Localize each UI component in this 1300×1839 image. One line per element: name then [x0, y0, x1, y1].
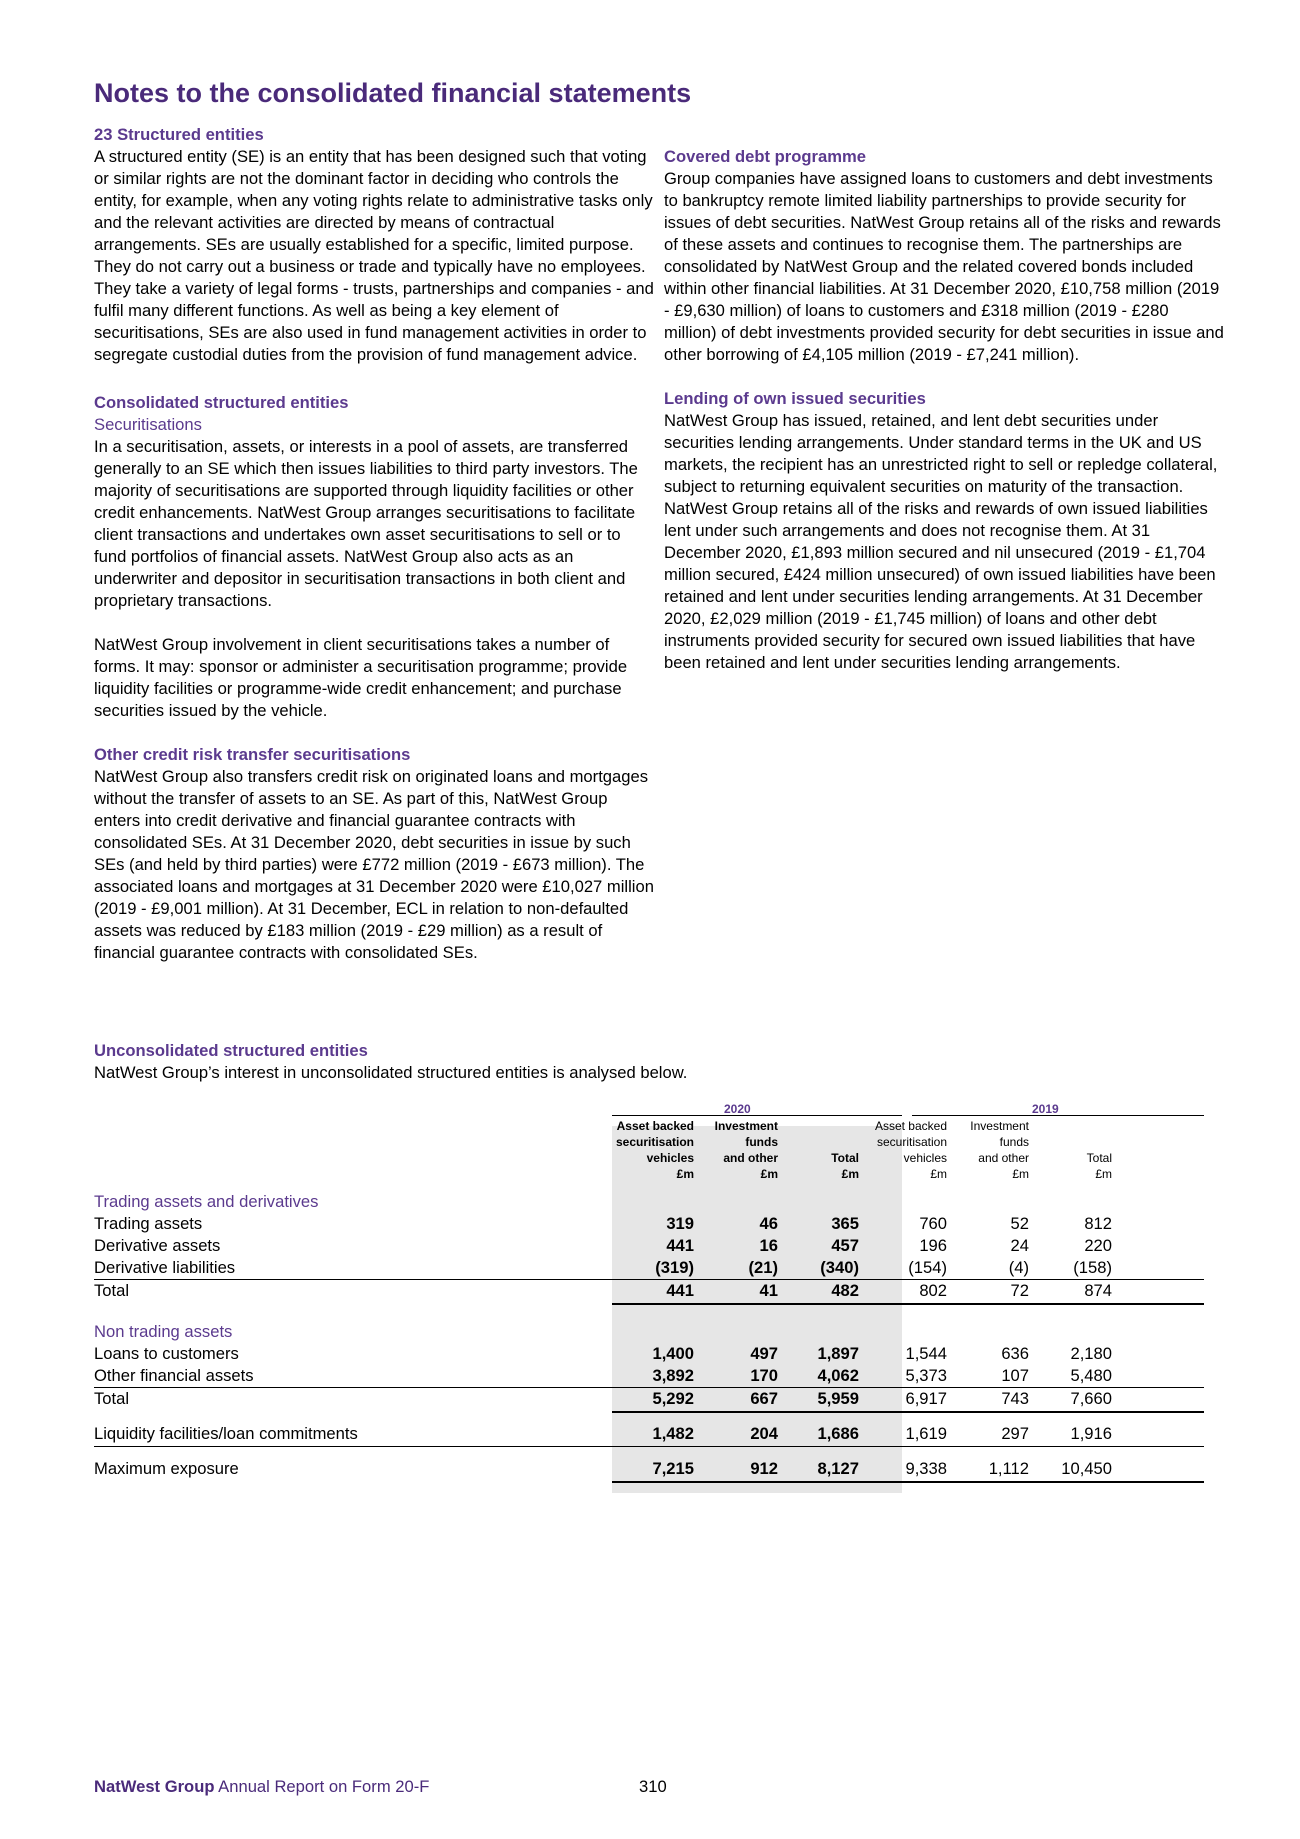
unconsolidated-section — [94, 1040, 1204, 1084]
header-2020-total: Total £m — [831, 1151, 859, 1181]
table-row: Total 441 41 482 802 72 874 — [94, 1281, 1112, 1300]
footer — [94, 1777, 429, 1797]
total-rule — [612, 1481, 1204, 1483]
footer-brand: NatWest Group — [94, 1777, 215, 1796]
table-row: Loans to customers 1,400 497 1,897 1,544 636 2,180 — [94, 1344, 1112, 1363]
lending-paragraph: NatWest Group has issued, retained, and lent debt securities under securities lending arrangements. Under standard terms in the UK and US markets, the recipient has an unrestricted right to sell or repledge collateral, subject to returning equivalent securities on maturity of the transaction. NatWest Group retains all of the risks and rewards of own issued liabilities lent under such arrangements and does not recognise them. At 31 December 2020, £1,893 million secured and nil unsecured (2019 - £1,704 million secured, £424 million unsecured) of own issued liabilities have been retained and lent under securities lending arrangements. At 31 December 2020, £2,029 million (2019 - £1,745 million) of loans and other debt instruments provided security for secured own issued liabilities that have been retained and lent under securities lending arrangements. — [664, 411, 1218, 672]
page-title: Notes to the consolidated financial statements — [94, 78, 692, 108]
year-2020-label: 2020 — [724, 1102, 751, 1116]
intro-paragraph: A structured entity (SE) is an entity that has been designed such that voting or similar rights are not the dominant factor in deciding who controls the entity, for example, when any voting rights relate to administrative tasks only and the relevant activities are directed by means of contractual arrangements. SEs are usually established for a specific, limited purpose. They do not carry out a business or trade and typically have no employees. They take a variety of legal forms - trusts, partnerships and companies - and fulfil many different functions. As well as being a key element of securitisations, SEs are also used in fund management activities in order to segregate custodial duties from the provision of fund management advice. — [94, 147, 654, 364]
table-row: Other financial assets 3,892 170 4,062 5,373 107 5,480 — [94, 1366, 1112, 1385]
table-row: Trading assets 319 46 365 760 52 812 — [94, 1214, 1112, 1233]
header-2020-abs: Asset backed securitisation vehicles £m — [615, 1119, 694, 1181]
year-2019-label: 2019 — [1032, 1102, 1059, 1116]
covered-paragraph: Group companies have assigned loans to customers and debt investments to bankruptcy remote limited liability partnerships to provide security for issues of debt securities. NatWest Group retains all of the risks and rewards of these assets and continues to recognise them. The partnerships are consolidated by NatWest Group and the related covered bonds included within other financial liabilities. At 31 December 2020, £10,758 million (2019 - £9,630 million) of loans to customers and £318 million (2019 - £280 million) of debt investments provided security for debt securities in issue and other borrowing of £4,105 million (2019 - £7,241 million). — [664, 169, 1224, 364]
table-row: Maximum exposure 7,215 912 8,127 9,338 1,112 10,450 — [94, 1459, 1112, 1478]
header-2019-abs: Asset backed securitisation vehicles £m — [874, 1119, 947, 1181]
year-2020-rule — [612, 1115, 902, 1116]
right-column — [664, 146, 1224, 674]
unconsolidated-text: NatWest Group’s interest in unconsolidated structured entities is analysed below. — [94, 1063, 688, 1082]
page — [94, 0, 1224, 1839]
left-column — [94, 124, 654, 964]
other-credit-paragraph: NatWest Group also transfers credit risk on originated loans and mortgages without the transfer of assets to an SE. As part of this, NatWest Group enters into credit derivative and financial guarantee contracts with consolidated SEs. At 31 December 2020, debt securities in issue by such SEs (and held by third parties) were £772 million (2019 - £673 million). The associated loans and mortgages at 31 December 2020 were £10,027 million (2019 - £9,001 million). At 31 December, ECL in relation to non-defaulted assets was reduced by £183 million (2019 - £29 million) as a result of financial guarantee contracts with consolidated SEs. — [94, 767, 654, 962]
header-2019-inv: Investment funds and other £m — [970, 1119, 1029, 1181]
group-trading-label: Trading assets and derivatives — [94, 1192, 319, 1211]
table-row: Liquidity facilities/loan commitments 1,482 204 1,686 1,619 297 1,916 — [94, 1424, 1112, 1443]
row-rule — [94, 1446, 1204, 1447]
securitisations-paragraph-1: In a securitisation, assets, or interests in a pool of assets, are transferred generally to an SE which then issues liabilities to third party investors. The majority of securitisations are supported through liquidity facilities or other credit enhancements. NatWest Group arranges securitisations to facilitate client transactions and undertakes own asset securitisations to sell or to fund portfolios of financial assets. NatWest Group also acts as an underwriter and depositor in securitisation transactions in both client and proprietary transactions. — [94, 437, 638, 610]
securitisations-paragraph-2: NatWest Group involvement in client securitisations takes a number of forms. It may: sponsor or administer a securitisation programme; provide liquidity facilities or programme-wide credit enhancement; and purchase securities issued by the vehicle. — [94, 635, 628, 720]
page-number: 310 — [639, 1777, 667, 1796]
header-2019-total: Total £m — [1086, 1151, 1112, 1181]
footer-report-name: Annual Report on Form 20-F — [214, 1777, 430, 1796]
header-2020-inv: Investment funds and other £m — [714, 1119, 778, 1181]
note-title: 23 Structured entities — [94, 125, 264, 144]
exposure-table — [94, 1100, 1204, 1500]
securitisations-title: Securitisations — [94, 415, 202, 434]
total-rule — [612, 1411, 1204, 1413]
table-row: Total 5,292 667 5,959 6,917 743 7,660 — [94, 1389, 1112, 1408]
year-2019-rule — [912, 1115, 1204, 1116]
group-nontrading-label: Non trading assets — [94, 1322, 233, 1341]
other-credit-title: Other credit risk transfer securitisations — [94, 745, 411, 764]
lending-title: Lending of own issued securities — [664, 389, 926, 408]
total-rule — [612, 1303, 1204, 1305]
consolidated-title: Consolidated structured entities — [94, 393, 349, 412]
table-row: Derivative assets 441 16 457 196 24 220 — [94, 1236, 1112, 1255]
table-row: Derivative liabilities (319) (21) (340) (154) (4) (158) — [94, 1258, 1112, 1277]
covered-title: Covered debt programme — [664, 147, 866, 166]
unconsolidated-title: Unconsolidated structured entities — [94, 1041, 368, 1060]
